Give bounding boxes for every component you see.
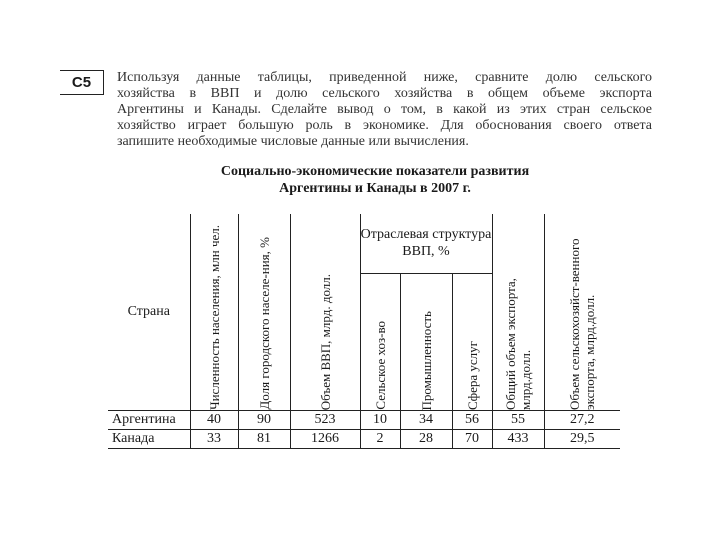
task-text (117, 70, 652, 150)
cell-gdp: 1266 (290, 430, 360, 449)
table-title-line1: Социально-экономические показатели развития (220, 164, 530, 179)
task-text-line: запишите необходимые числовые данные или вычисления. (117, 134, 469, 149)
cell-agriculture: 10 (360, 411, 400, 430)
cell-agriculture: 2 (360, 430, 400, 449)
header-agri-export-text: Объем сельскохозяйст-венного экспорта, млрд.долл. (567, 238, 598, 410)
header-agriculture (360, 273, 400, 410)
header-agri-export (544, 214, 620, 411)
table-title (110, 163, 640, 197)
cell-gdp: 523 (290, 411, 360, 430)
cell-export: 433 (492, 430, 544, 449)
header-urban-text: Доля городского населе-ния, % (256, 237, 272, 410)
cell-urban: 90 (238, 411, 290, 430)
cell-country: Аргентина (108, 411, 190, 430)
header-agriculture-text: Сельское хоз-во (372, 321, 388, 410)
header-services-text: Сфера услуг (464, 341, 480, 410)
cell-agri-export: 27,2 (544, 411, 620, 430)
data-table (108, 214, 620, 449)
cell-export: 55 (492, 411, 544, 430)
header-country: Страна (108, 214, 190, 411)
header-population (190, 214, 238, 411)
header-population-text: Численность населения, млн чел. (206, 225, 222, 410)
cell-population: 40 (190, 411, 238, 430)
task-text-line: Аргентины и Канады. Сделайте вывод о том, в какой из этих стран сельское (117, 102, 652, 117)
cell-agri-export: 29,5 (544, 430, 620, 449)
header-urban (238, 214, 290, 411)
header-industry (400, 273, 452, 410)
header-services (452, 273, 492, 410)
cell-urban: 81 (238, 430, 290, 449)
header-industry-text: Промышленность (418, 310, 434, 410)
header-total-export-text: Общий объем экспорта, млрд.долл. (503, 278, 533, 410)
cell-services: 56 (452, 411, 492, 430)
header-total-export (492, 214, 544, 411)
task-text-line: Используя данные таблицы, приведенной ниже, сравните долю сельского (117, 70, 652, 85)
cell-services: 70 (452, 430, 492, 449)
header-gdp-structure: Отраслевая структура ВВП, % (360, 214, 492, 273)
task-text-line: хозяйства в ВВП и долю сельского хозяйства в общем объеме экспорта (117, 86, 652, 101)
cell-industry: 34 (400, 411, 452, 430)
table-row-argentina (108, 411, 620, 430)
table-title-line2: Аргентины и Канады в 2007 г. (279, 181, 471, 196)
table-row-canada (108, 430, 620, 449)
cell-industry: 28 (400, 430, 452, 449)
header-gdp-volume (290, 214, 360, 411)
task-number-label: С5 (60, 70, 104, 95)
header-gdp-volume-text: Объем ВВП, млрд. долл. (317, 273, 333, 410)
task-text-line: хозяйство играет большую роль в экономике. Для обоснования своего ответа (117, 118, 652, 133)
cell-population: 33 (190, 430, 238, 449)
cell-country: Канада (108, 430, 190, 449)
